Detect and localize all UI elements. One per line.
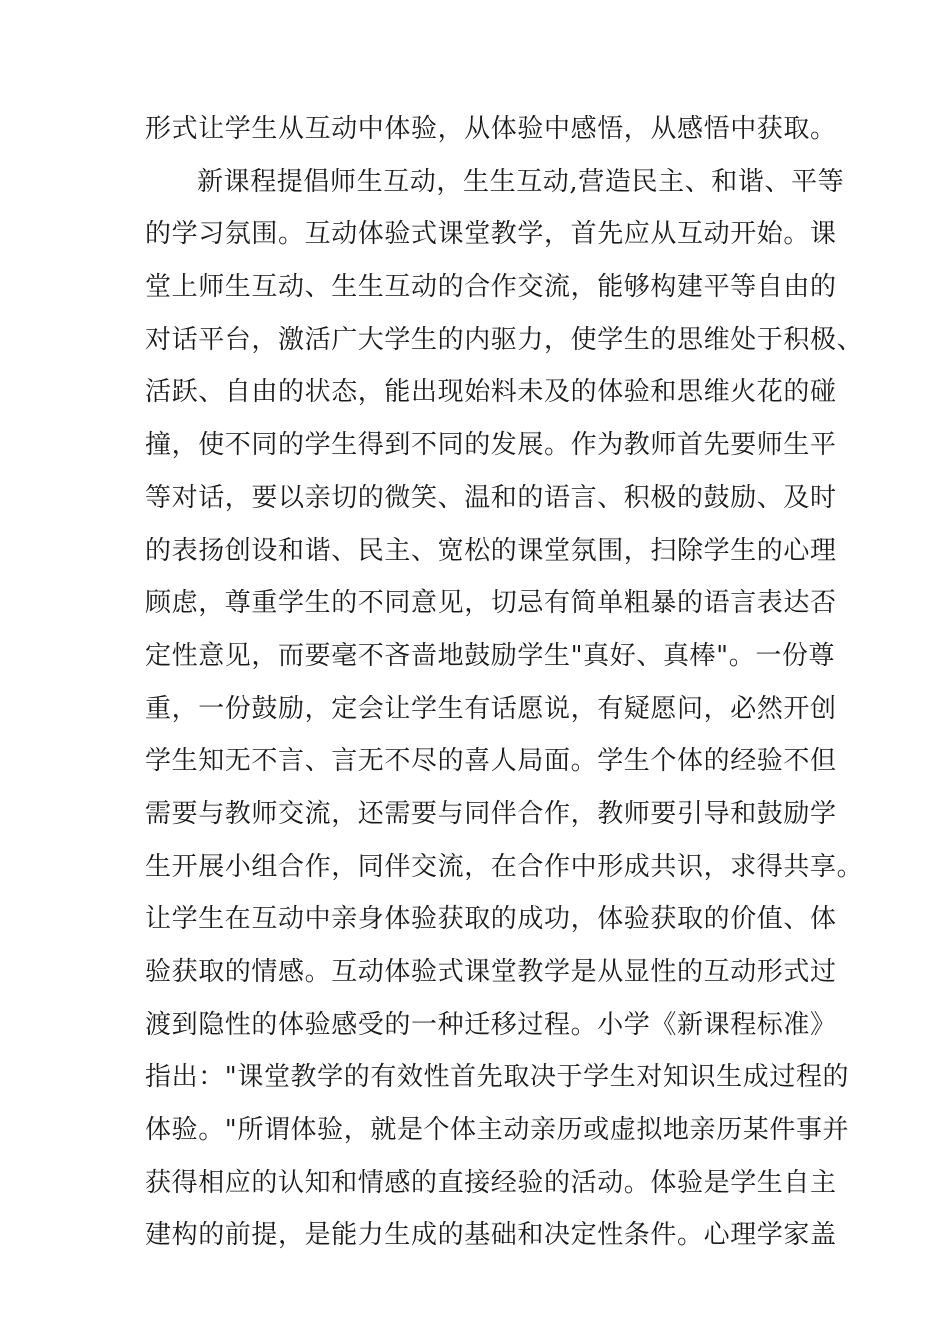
text-line: 让学生在互动中亲身体验获取的成功，体验获取的价值、体: [145, 904, 837, 935]
text-line: 等对话，要以亲切的微笑、温和的语言、积极的鼓励、及时: [145, 482, 837, 513]
text-line: 顾虑，尊重学生的不同意见，切忌有简单粗暴的语言表达否: [145, 588, 837, 619]
text-line: 验获取的情感。互动体验式课堂教学是从显性的互动形式过: [145, 957, 837, 987]
text-line: 学生知无不言、言无不尽的喜人局面。学生个体的经验不但: [145, 746, 837, 777]
text-line: 的学习氛围。互动体验式课堂教学，首先应从互动开始。课: [145, 219, 837, 250]
text-line: 定性意见，而要毫不吝啬地鼓励学生"真好、真棒"。一份尊: [145, 640, 836, 671]
body-text: [145, 103, 864, 1262]
text-line: 指出："课堂教学的有效性首先取决于学生对知识生成过程的: [145, 1062, 850, 1093]
text-line: 的表扬创设和谐、民主、宽松的课堂氛围，扫除学生的心理: [145, 535, 837, 566]
text-line: 活跃、自由的状态，能出现始料未及的体验和思维火花的碰: [145, 377, 837, 408]
text-line: 体验。"所谓体验，就是个体主动亲历或虚拟地亲历某件事并: [145, 1115, 850, 1146]
text-line: 形式让学生从互动中体验，从体验中感悟，从感悟中获取。: [145, 114, 837, 144]
text-line: 对话平台，激活广大学生的内驱力，使学生的思维处于积极、: [145, 324, 864, 355]
text-line: 撞，使不同的学生得到不同的发展。作为教师首先要师生平: [145, 430, 837, 461]
text-line: 建构的前提，是能力生成的基础和决定性条件。心理学家盖: [145, 1220, 837, 1251]
text-line: 渡到隐性的体验感受的一种迁移过程。小学《新课程标准》: [145, 1009, 837, 1040]
text-line: 需要与教师交流，还需要与同伴合作，教师要引导和鼓励学: [145, 798, 837, 829]
paragraph-first-line: 新课程提倡师生互动，生生互动,营造民主、和谐、平等: [197, 166, 845, 197]
text-line: 生开展小组合作，同伴交流，在合作中形成共识，求得共享。: [145, 851, 864, 882]
text-line: 堂上师生互动、生生互动的合作交流，能够构建平等自由的: [145, 272, 837, 303]
text-line: 获得相应的认知和情感的直接经验的活动。体验是学生自主: [145, 1167, 837, 1198]
text-line: 重，一份鼓励，定会让学生有话愿说，有疑愿问，必然开创: [145, 693, 837, 724]
